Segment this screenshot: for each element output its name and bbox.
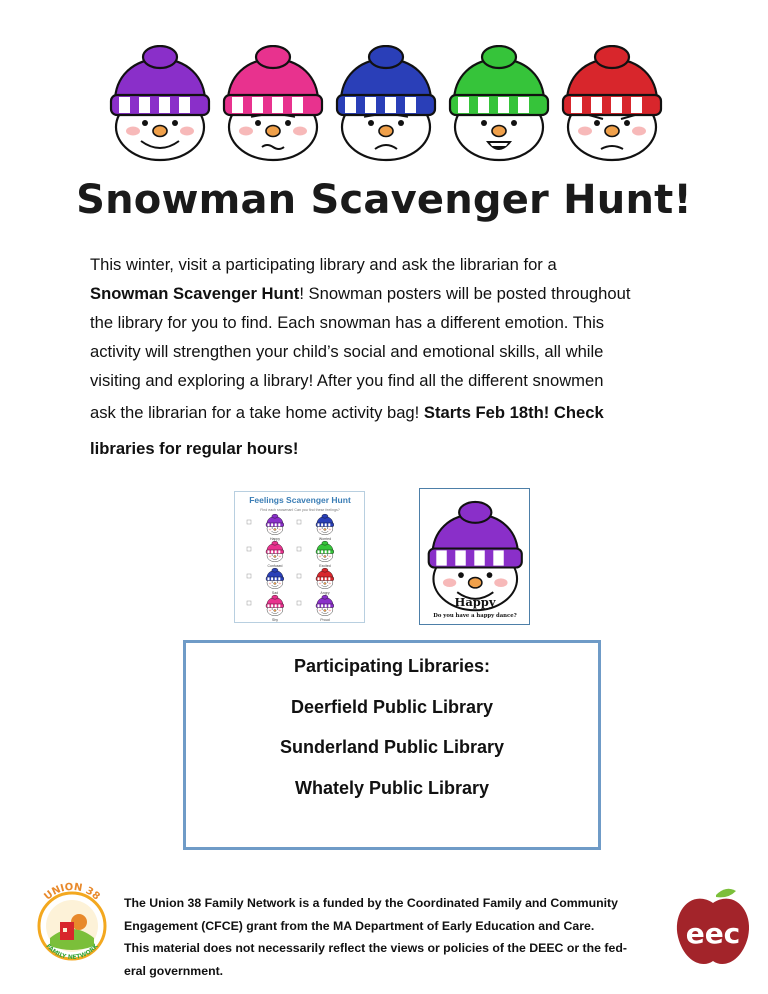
svg-text:UNION 38 [42, 882, 101, 903]
union-logo-bottom-text: FAMILY NETWORK [44, 942, 100, 962]
worksheet-title: Feelings Scavenger Hunt [249, 495, 351, 505]
worksheet-head [316, 568, 334, 589]
page-title: Snowman Scavenger Hunt! [76, 177, 692, 223]
snowman-head-happy [111, 46, 209, 160]
worksheet-item-label: Worried [318, 537, 332, 541]
union-38-logo [30, 880, 114, 970]
happy-poster-thumbnail [419, 488, 530, 625]
worksheet-item-label: Proud [320, 618, 330, 622]
libraries-box [183, 640, 601, 850]
worksheet-item-label: Happy [269, 537, 281, 541]
funding-disclaimer [124, 892, 674, 982]
description-line: ask the librarian for a take home activity bag! Starts Feb 18th! Check [90, 403, 604, 422]
snowman-head-worried [224, 46, 322, 160]
worksheet-head [316, 595, 334, 616]
poster-snowman-head [429, 502, 522, 610]
worksheet-image [235, 492, 366, 624]
snowman-head-angry [563, 46, 661, 160]
disclaimer-line: This material does not necessarily reflect the views or policies of the DEEC or the fed- [124, 941, 627, 955]
disclaimer-line: Engagement (CFCE) grant from the MA Department of Early Education and Care. [124, 918, 595, 933]
worksheet-head [316, 514, 334, 535]
disclaimer-line: The Union 38 Family Network is a funded by the Coordinated Family and Community [124, 896, 618, 910]
description-line: the library for you to find. Each snowman has a different emotion. This [90, 313, 605, 332]
library-item: Sunderland Public Library [279, 737, 505, 757]
worksheet-head [266, 595, 284, 616]
worksheet-subtitle: Find each snowman! Can you find these feelings? [260, 508, 340, 512]
start-date: Starts Feb 18th! Check [423, 403, 604, 422]
description-line: Snowman Scavenger Hunt! Snowman posters will be posted throughout [90, 284, 631, 303]
worksheet-item-label: Angry [320, 591, 330, 595]
eec-logo [672, 885, 754, 971]
worksheet-head [316, 541, 334, 562]
event-name: Snowman Scavenger Hunt [90, 284, 300, 303]
worksheet-item-label: Shy [271, 618, 279, 622]
libraries-heading: Participating Libraries: [293, 656, 491, 676]
snowman-head-sad [337, 46, 435, 160]
snowman-head-excited [450, 46, 548, 160]
snowman-heads-row [105, 45, 675, 163]
worksheet-item-label: Confused [267, 564, 283, 568]
worksheet-head [266, 514, 284, 535]
poster-caption: Do you have a happy dance? [433, 613, 517, 619]
union-logo-top-text: UNION 38 [42, 881, 102, 903]
eec-logo-text: eec [685, 917, 741, 950]
description-line [90, 431, 700, 467]
worksheet-thumbnail [234, 491, 365, 623]
description-line: This winter, visit a participating library and ask the librarian for a [90, 255, 557, 274]
worksheet-item-label: Excited [319, 564, 331, 568]
description-line: activity will strengthen your child’s social and emotional skills, all while [90, 342, 604, 361]
worksheet-item-label: Sad [271, 591, 279, 595]
poster-label: Happy [454, 595, 496, 609]
library-item: Deerfield Public Library [290, 696, 494, 717]
worksheet-head [266, 568, 284, 589]
description-line: visiting and exploring a library! After you find all the different snowmen [90, 371, 604, 390]
poster-image [420, 489, 531, 626]
hours-note: libraries for regular hours! [90, 439, 299, 458]
library-item: Whately Public Library [294, 777, 490, 798]
disclaimer-line: eral government. [124, 963, 224, 978]
worksheet-head [266, 541, 284, 562]
description [90, 250, 700, 467]
